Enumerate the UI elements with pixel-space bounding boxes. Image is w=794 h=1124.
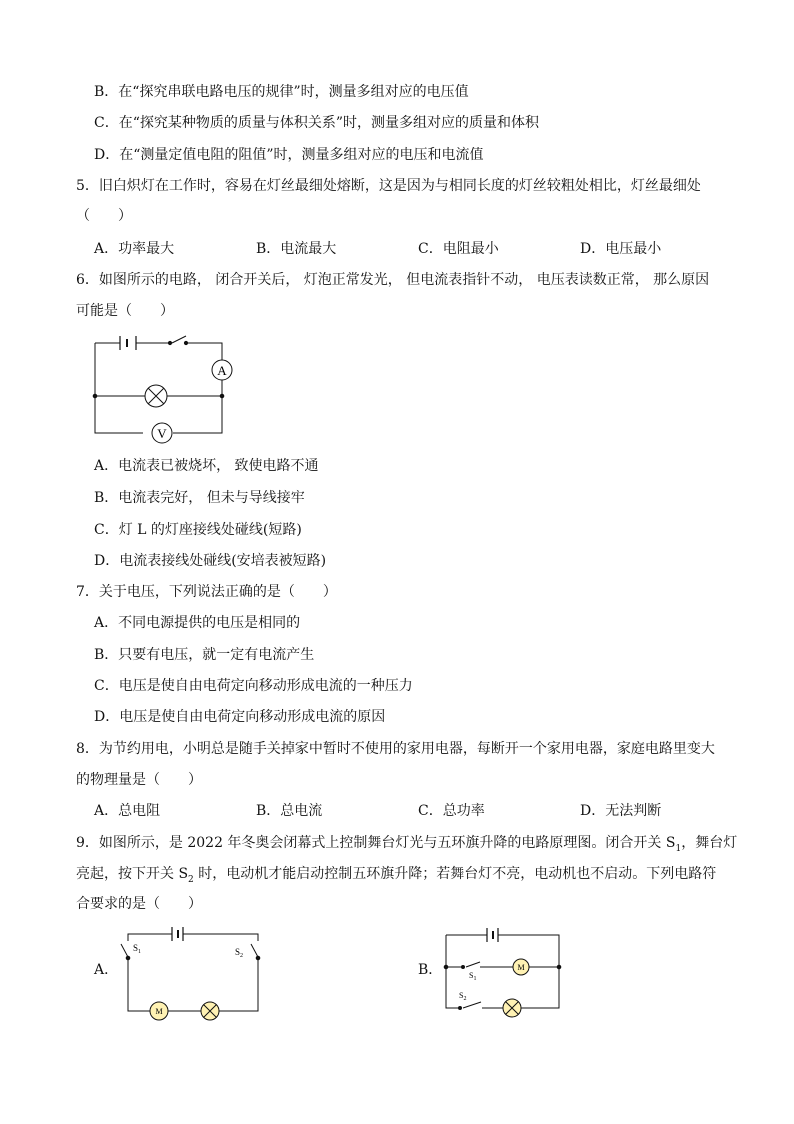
q6-option-d: D．电流表接线处碰线(安培表被短路) xyxy=(94,553,327,569)
q9-stem-2-sub: 2 xyxy=(188,874,194,885)
q5-stem-line-1: 5．旧白炽灯在工作时，容易在灯丝最细处熔断，这是因为与相同长度的灯丝较粗处相比，灯丝最细处 xyxy=(76,178,701,194)
q6-option-b: B．电流表完好， 但未与导线接牢 xyxy=(94,490,305,506)
q5-option-c: C．电阻最小 xyxy=(418,241,499,257)
q9a-motor-label: M xyxy=(155,1007,163,1016)
q9a-s2-label: $S_2$ xyxy=(235,947,244,959)
q9-circuit-a xyxy=(121,927,260,1020)
q9-stem-line-3: 合要求的是（ ） xyxy=(76,896,202,912)
q4-option-c: C．在“探究某种物质的质量与体积关系”时，测量多组对应的质量和体积 xyxy=(94,115,540,131)
q7-option-c: C．电压是使自由电荷定向移动形成电流的一种压力 xyxy=(94,678,413,694)
q4-option-b: B．在“探究串联电路电压的规律”时，测量多组对应的电压值 xyxy=(94,84,469,100)
q7-stem: 7．关于电压，下列说法正确的是（ ） xyxy=(76,584,337,600)
q9-stem-1-b: ，舞台灯 xyxy=(681,835,738,851)
q9-option-b-label: B． xyxy=(418,962,443,978)
q9-stem-2-b: 时，电动机才能启动控制五环旗升降；若舞台灯不亮，电动机也不启动。下列电路符 xyxy=(193,866,717,882)
q9b-s2-label: $S_2$ xyxy=(459,991,467,1002)
q7-option-b: B．只要有电压，就一定有电流产生 xyxy=(94,647,315,663)
q8-option-b: B．总电流 xyxy=(256,803,323,819)
q9-stem-1-sub: 1 xyxy=(675,843,682,854)
ammeter-label: A xyxy=(217,363,227,378)
q8-option-d: D．无法判断 xyxy=(580,803,662,819)
q8-stem-line-1: 8．为节约用电，小明总是随手关掉家中暂时不使用的家用电器，每断开一个家用电器，家庭电路里变大 xyxy=(76,741,715,757)
voltmeter-label: V xyxy=(157,426,167,441)
q9b-motor-label: M xyxy=(517,963,525,972)
q7-option-d: D．电压是使自由电荷定向移动形成电流的原因 xyxy=(94,709,386,725)
q6-stem-line-1: 6．如图所示的电路， 闭合开关后， 灯泡正常发光， 但电流表指针不动， 电压表读数正常， 那么原因 xyxy=(76,272,710,288)
q5-option-b: B．电流最大 xyxy=(256,241,337,257)
q9-circuit-b xyxy=(444,928,561,1017)
q6-option-a: A．电流表已被烧坏， 致使电路不通 xyxy=(94,458,319,474)
switch-s2-arm xyxy=(251,944,258,957)
q9-stem-1-a: 9．如图所示，是 2022 年冬奥会闭幕式上控制舞台灯光与五环旗升降的电路原理图。闭合开关 S xyxy=(76,835,676,851)
q9a-s1-label: $S_1$ xyxy=(133,943,142,955)
switch-s1-arm xyxy=(121,944,128,957)
q9b-s1-label: $S_1$ xyxy=(469,971,477,982)
q4-option-d: D．在“测量定值电阻的阻值”时，测量多组对应的电压和电流值 xyxy=(94,147,484,163)
q5-option-d: D．电压最小 xyxy=(580,241,662,257)
switch-s2-arm xyxy=(463,1002,481,1008)
q5-option-a: A．功率最大 xyxy=(94,241,175,257)
q9-option-a-label: A． xyxy=(94,962,119,978)
q6-option-c: C．灯 L 的灯座接线处碰线(短路) xyxy=(94,522,302,538)
q8-option-a: A．总电阻 xyxy=(94,803,161,819)
q5-stem-line-2: （ ） xyxy=(76,208,132,224)
q8-option-c: C．总功率 xyxy=(418,803,485,819)
switch-s1-arm xyxy=(466,962,480,967)
q8-stem-line-2: 的物理量是（ ） xyxy=(76,772,202,788)
q7-option-a: A．不同电源提供的电压是相同的 xyxy=(94,615,301,631)
q6-stem-line-2: 可能是（ ） xyxy=(76,303,174,319)
q9-stem-2-a: 亮起，按下开关 S xyxy=(76,866,189,882)
